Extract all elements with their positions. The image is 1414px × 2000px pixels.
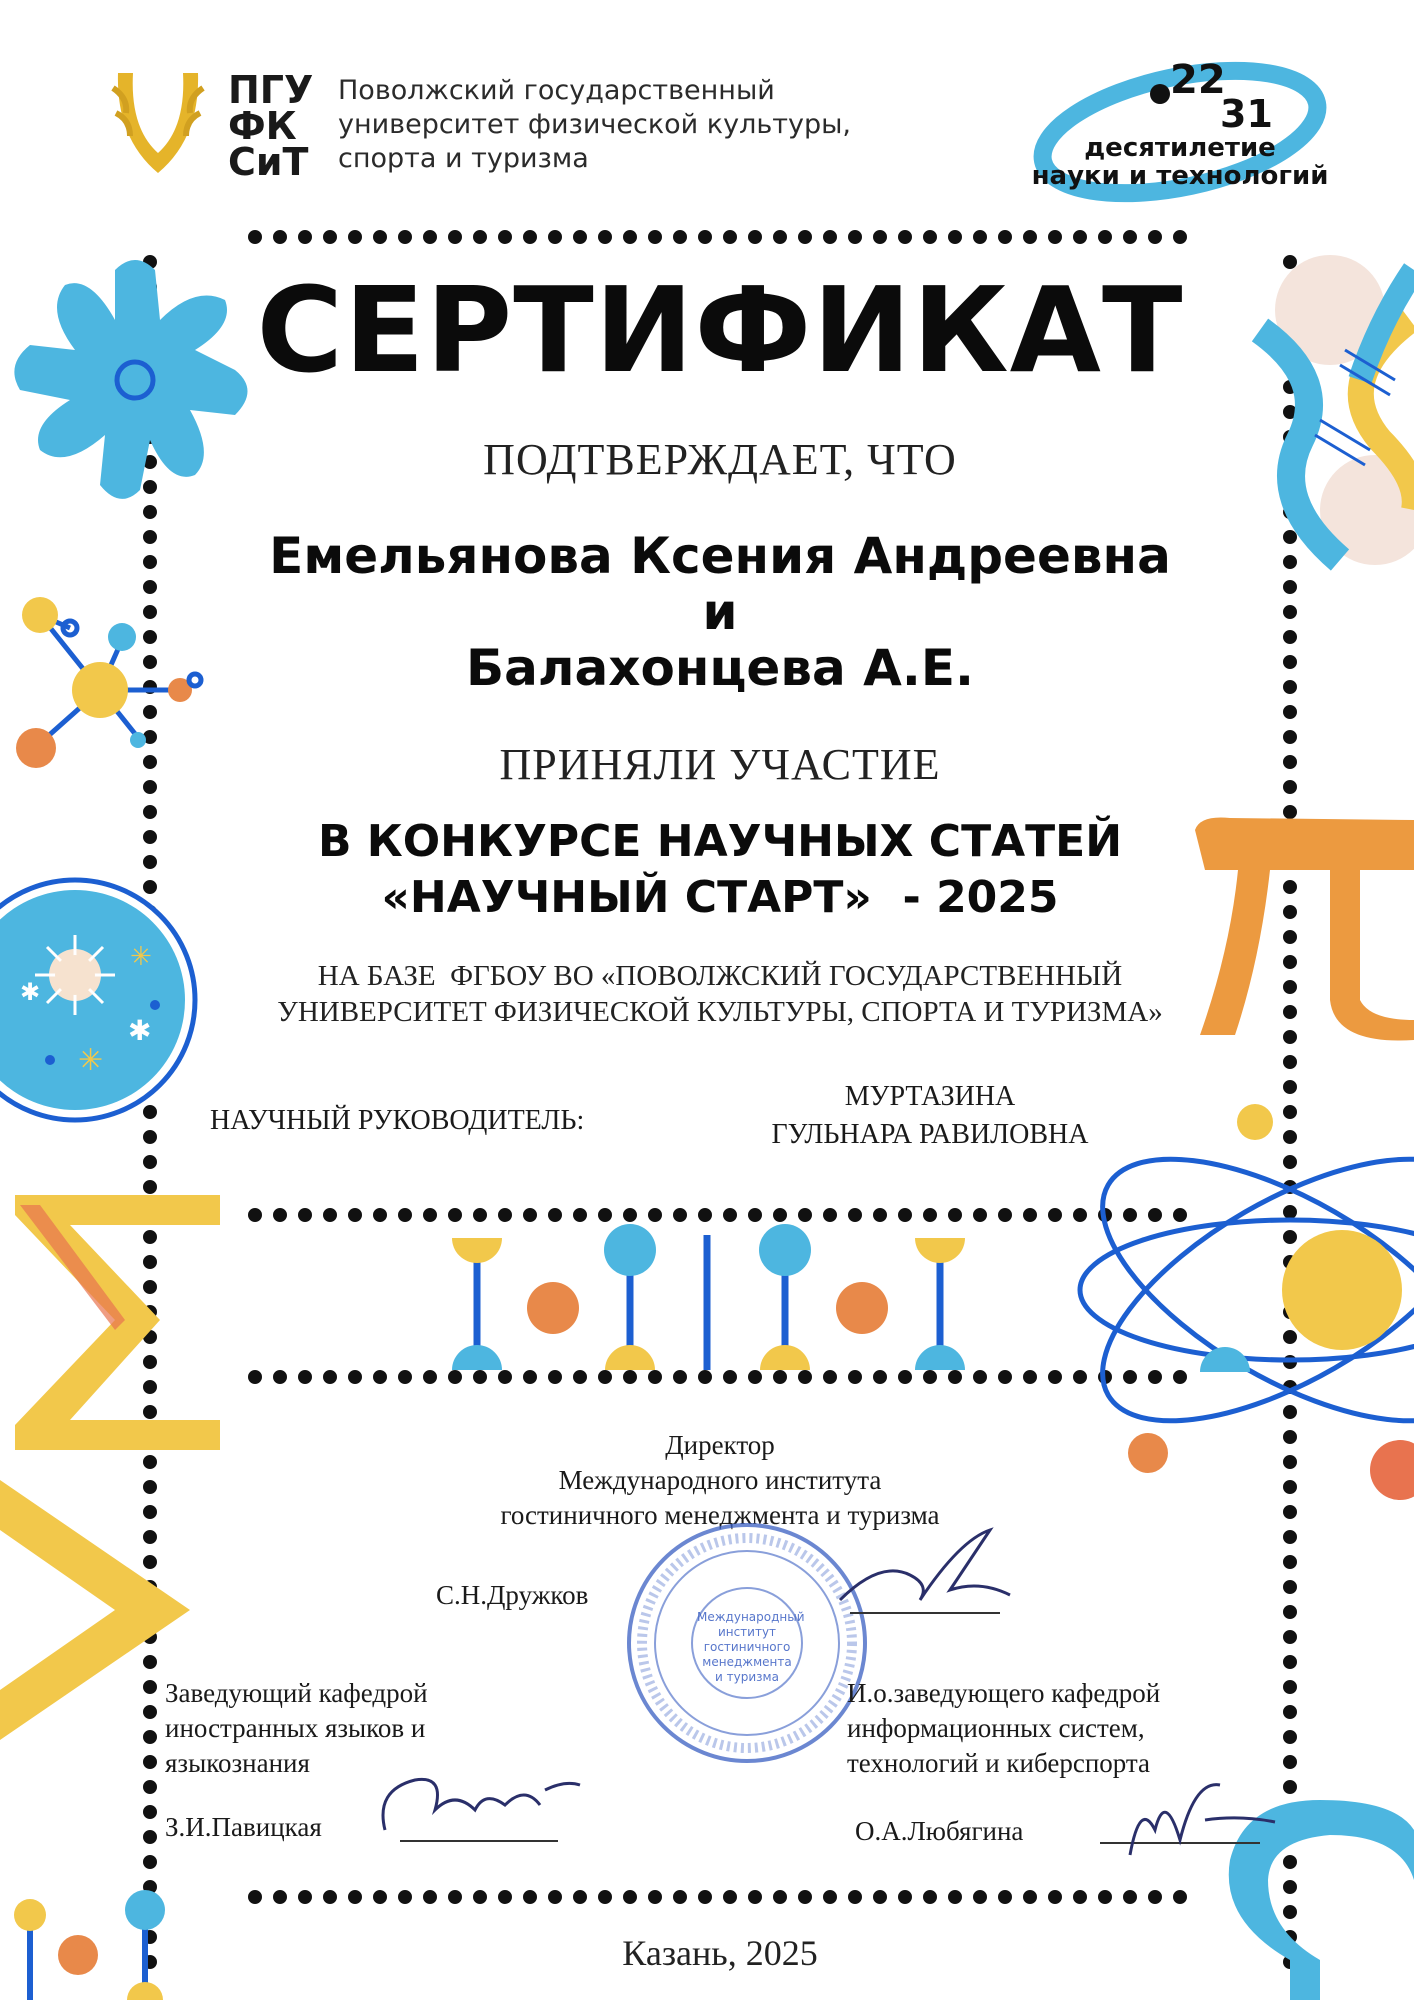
supervisor-name-line-1: МУРТАЗИНА — [844, 1081, 1016, 1112]
left-title-line-1: Заведующий кафедрой — [165, 1678, 428, 1708]
director-title-line-3: гостиничного менеджмента и туризма — [500, 1500, 940, 1530]
director-name: С.Н.Дружков — [436, 1580, 589, 1610]
right-title-line-2: информационных систем, — [847, 1713, 1145, 1743]
left-signatory-name: З.И.Павицкая — [165, 1812, 322, 1842]
supervisor-name-line-2: ГУЛЬНАРА РАВИЛОВНА — [771, 1119, 1089, 1150]
participant-1: Емельянова Ксения Андреевна — [269, 527, 1171, 585]
virus-dish-icon — [0, 880, 195, 1120]
contest-name — [180, 814, 1260, 926]
stamp-text: Международный институт гостиничного менеджмента и туризма — [697, 1610, 805, 1684]
sigma-icon — [15, 1195, 220, 1450]
participant-2: Балахонцева А.Е. — [466, 639, 974, 697]
supervisor-name — [710, 1078, 1150, 1154]
right-title-line-3: технологий и киберспорта — [847, 1748, 1151, 1778]
left-signature-icon — [365, 1750, 585, 1850]
decade-line-1: десятилетие — [1084, 133, 1276, 163]
molecule-small-icon — [14, 1890, 165, 2000]
participants — [180, 528, 1260, 696]
certificate-title: СЕРТИФИКАТ — [256, 261, 1184, 399]
decade-ring-icon — [1030, 22, 1330, 232]
participated-text: ПРИНЯЛИ УЧАСТИЕ — [499, 740, 941, 789]
university-logo — [108, 68, 208, 178]
confirms-text: ПОДТВЕРЖДАЕТ, ЧТО — [483, 435, 957, 484]
logo-abbr-line-3: СиТ — [228, 140, 309, 184]
host-institution — [180, 958, 1260, 1030]
director-title-line-2: Международного института — [558, 1465, 882, 1495]
right-signatory-name: О.А.Любягина — [855, 1816, 1024, 1846]
right-signature-icon — [1110, 1760, 1290, 1870]
decade-logo — [1030, 22, 1330, 232]
svg-text:✳: ✳ — [130, 942, 152, 972]
left-title-line-3: языкознания — [165, 1748, 310, 1778]
svg-text:✱: ✱ — [128, 1014, 152, 1047]
director-title-line-1: Директор — [665, 1430, 775, 1460]
director-signature-icon — [820, 1500, 1020, 1620]
logo-abbr-line-2: ФК — [228, 104, 297, 148]
chevron-shape-icon — [0, 1480, 190, 1740]
university-name-line-1: Поволжский государственный — [338, 75, 775, 106]
svg-text:✳: ✳ — [78, 1043, 104, 1078]
participant-conjunction: и — [702, 583, 738, 641]
base-line-2: УНИВЕРСИТЕТ ФИЗИЧЕСКОЙ КУЛЬТУРЫ, СПОРТА И ТУРИЗМА» — [277, 996, 1163, 1028]
atom-nucleus — [1282, 1230, 1402, 1350]
university-name-line-3: спорта и туризма — [338, 143, 589, 174]
place-and-year: Казань, 2025 — [622, 1933, 818, 1973]
logo-abbr-line-1: ПГУ — [228, 68, 314, 112]
decade-line-2: науки и технологий — [1031, 161, 1329, 191]
contest-line-2: «НАУЧНЫЙ СТАРТ» - 2025 — [381, 872, 1059, 923]
left-title-line-2: иностранных языков и — [165, 1713, 426, 1743]
svg-text:✱: ✱ — [20, 978, 41, 1006]
base-line-1: НА БАЗЕ ФГБОУ ВО «ПОВОЛЖСКИЙ ГОСУДАРСТВЕННЫЙ — [317, 960, 1123, 992]
contest-line-1: В КОНКУРСЕ НАУЧНЫХ СТАТЕЙ — [317, 816, 1123, 867]
decade-year-start: 22 — [1170, 57, 1226, 103]
university-name — [338, 74, 851, 176]
dna-icon — [1260, 255, 1414, 565]
university-name-line-2: университет физической культуры, — [338, 109, 851, 140]
molecule-icon — [16, 597, 201, 768]
laurel-emblem-icon — [108, 68, 208, 178]
decade-year-end: 31 — [1220, 92, 1273, 136]
right-title-line-1: И.о.заведующего кафедрой — [847, 1678, 1161, 1708]
logo-abbreviation — [228, 68, 314, 184]
supervisor-label: НАУЧНЫЙ РУКОВОДИТЕЛЬ: — [210, 1105, 585, 1136]
